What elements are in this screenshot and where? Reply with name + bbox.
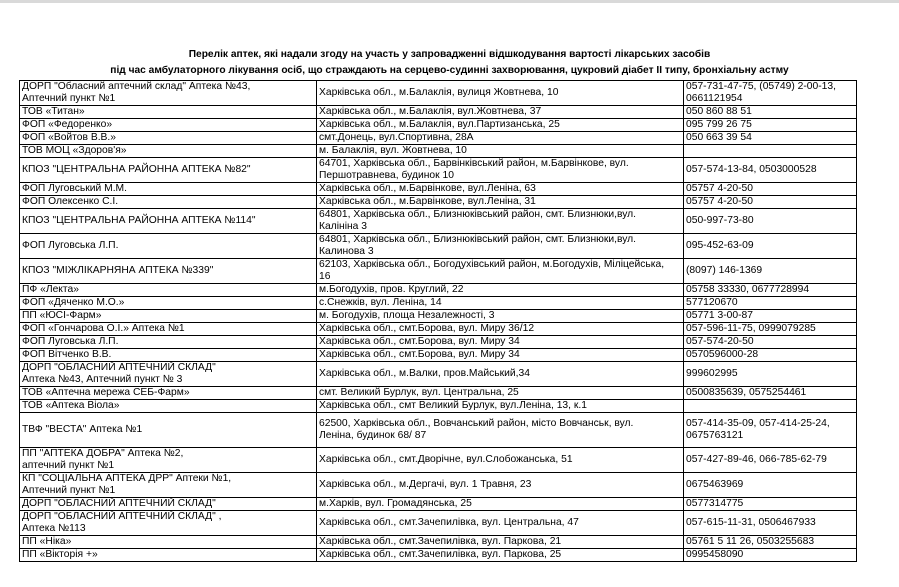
- pharmacy-name-cell: ДОРП "ОБЛАСНИЙ АПТЕЧНИЙ СКЛАД" Аптека №43, Аптечний пункт № 3: [20, 362, 317, 387]
- top-border-line: [0, 0, 899, 3]
- address-cell: м. Балаклія, вул. Жовтнева, 10: [317, 145, 684, 158]
- table-row: [20, 145, 857, 158]
- address-cell: 64701, Харківська обл., Барвінківський район, м.Барвінкове, вул. Першотравнева, будинок 10: [317, 158, 684, 183]
- address-cell: смт. Великий Бурлук, вул. Центральна, 25: [317, 387, 684, 400]
- table-row: [20, 400, 857, 413]
- address-cell: Харківська обл., смт.Борова, вул. Миру 34: [317, 336, 684, 349]
- pharmacy-name-cell: ФОП «Войтов В.В.»: [20, 132, 317, 145]
- phone-cell: 0500835639, 0575254461: [684, 387, 857, 400]
- phone-cell: 057-596-11-75, 0999079285: [684, 323, 857, 336]
- phone-cell: 057-731-47-75, (05749) 2-00-13, 0661121954: [684, 81, 857, 106]
- table-row: [20, 413, 857, 448]
- phone-cell: 0995458090: [684, 549, 857, 562]
- table-row: [20, 387, 857, 400]
- phone-cell: [684, 400, 857, 413]
- address-cell: Харківська обл., смт.Борова, вул. Миру 34: [317, 349, 684, 362]
- phone-cell: 057-615-11-31, 0506467933: [684, 511, 857, 536]
- table-row: [20, 106, 857, 119]
- pharmacy-name-cell: ФОП Луговська Л.П.: [20, 336, 317, 349]
- table-row: [20, 310, 857, 323]
- address-cell: Харківська обл., смт.Зачепилівка, вул. Паркова, 21: [317, 536, 684, 549]
- pharmacy-name-cell: ТОВ «Аптека Віола»: [20, 400, 317, 413]
- pharmacy-name-cell: ДОРП "ОБЛАСНИЙ АПТЕЧНИЙ СКЛАД" , Аптека №113: [20, 511, 317, 536]
- address-cell: 64801, Харківська обл., Близнюківський район, смт. Близнюки,вул. Калініна 3: [317, 209, 684, 234]
- pharmacy-name-cell: КПОЗ "МІЖЛІКАРНЯНА АПТЕКА №339": [20, 259, 317, 284]
- pharmacy-name-cell: ФОП Вітченко В.В.: [20, 349, 317, 362]
- pharmacy-name-cell: ДОРП "Обласний аптечний склад" Аптека №43, Аптечний пункт №1: [20, 81, 317, 106]
- phone-cell: [684, 145, 857, 158]
- address-cell: Харківська обл., смт.Дворічне, вул.Слобожанська, 51: [317, 448, 684, 473]
- table-row: [20, 183, 857, 196]
- phone-cell: 05771 3-00-87: [684, 310, 857, 323]
- address-cell: Харківська обл., м.Барвінкове, вул.Леніна, 63: [317, 183, 684, 196]
- address-cell: Харківська обл., м.Балаклія, вул.Жовтнева, 37: [317, 106, 684, 119]
- phone-cell: 057-414-35-09, 057-414-25-24, 0675763121: [684, 413, 857, 448]
- phone-cell: 057-574-13-84, 0503000528: [684, 158, 857, 183]
- pharmacy-name-cell: ТВФ "ВЕСТА" Аптека №1: [20, 413, 317, 448]
- table-row: [20, 81, 857, 106]
- phone-cell: 057-574-20-50: [684, 336, 857, 349]
- address-cell: смт.Донець, вул.Спортивна, 28А: [317, 132, 684, 145]
- pharmacy-name-cell: ПП «Ніка»: [20, 536, 317, 549]
- address-cell: м.Богодухів, пров. Круглий, 22: [317, 284, 684, 297]
- pharmacy-name-cell: ТОВ «Аптечна мережа СЕБ-Фарм»: [20, 387, 317, 400]
- phone-cell: 050-997-73-80: [684, 209, 857, 234]
- pharmacy-table-body: [20, 81, 857, 562]
- table-row: [20, 349, 857, 362]
- table-row: [20, 119, 857, 132]
- document-title: Перелік аптек, які надали згоду на участь у запровадженні відшкодування вартості лікарських засобів: [188, 49, 711, 60]
- phone-cell: 05757 4-20-50: [684, 196, 857, 209]
- pharmacy-name-cell: ФОП Луговська Л.П.: [20, 234, 317, 259]
- address-cell: 64801, Харківська обл., Близнюківський район, смт. Близнюки,вул. Калинова 3: [317, 234, 684, 259]
- address-cell: Харківська обл., смт.Зачепилівка, вул. Центральна, 47: [317, 511, 684, 536]
- phone-cell: 050 860 88 51: [684, 106, 857, 119]
- table-row: [20, 536, 857, 549]
- phone-cell: 05757 4-20-50: [684, 183, 857, 196]
- address-cell: Харківська обл., м.Барвінкове, вул.Леніна, 31: [317, 196, 684, 209]
- phone-cell: 05758 33330, 0677728994: [684, 284, 857, 297]
- address-cell: 62500, Харківська обл., Вовчанський район, місто Вовчанськ, вул. Леніна, будинок 68/ 87: [317, 413, 684, 448]
- pharmacy-name-cell: ПП "АПТЕКА ДОБРА" Аптека №2, аптечний пункт №1: [20, 448, 317, 473]
- address-cell: м. Богодухів, площа Незалежності, 3: [317, 310, 684, 323]
- phone-cell: 577120670: [684, 297, 857, 310]
- table-row: [20, 362, 857, 387]
- phone-cell: 0577314775: [684, 498, 857, 511]
- table-row: [20, 209, 857, 234]
- address-cell: Харківська обл., м.Балаклія, вул.Партизанська, 25: [317, 119, 684, 132]
- pharmacy-name-cell: ПП «ЮСІ-Фарм»: [20, 310, 317, 323]
- table-row: [20, 132, 857, 145]
- table-row: [20, 549, 857, 562]
- phone-cell: 057-427-89-46, 066-785-62-79: [684, 448, 857, 473]
- table-row: [20, 323, 857, 336]
- phone-cell: 0570596000-28: [684, 349, 857, 362]
- pharmacy-name-cell: ДОРП "ОБЛАСНИЙ АПТЕЧНИЙ СКЛАД": [20, 498, 317, 511]
- table-row: [20, 196, 857, 209]
- phone-cell: 050 663 39 54: [684, 132, 857, 145]
- phone-cell: 0675463969: [684, 473, 857, 498]
- pharmacy-table: [19, 80, 857, 562]
- table-row: [20, 473, 857, 498]
- pharmacy-name-cell: КП "СОЦІАЛЬНА АПТЕКА ДРР" Аптеки №1, Аптечний пункт №1: [20, 473, 317, 498]
- table-row: [20, 234, 857, 259]
- pharmacy-name-cell: ФОП «Гончарова О.І.» Аптека №1: [20, 323, 317, 336]
- pharmacy-name-cell: ПФ «Лекта»: [20, 284, 317, 297]
- table-row: [20, 448, 857, 473]
- pharmacy-name-cell: ФОП «Федоренко»: [20, 119, 317, 132]
- address-cell: м.Харків, вул. Громадянська, 25: [317, 498, 684, 511]
- pharmacy-name-cell: КПОЗ "ЦЕНТРАЛЬНА РАЙОННА АПТЕКА №82": [20, 158, 317, 183]
- table-row: [20, 297, 857, 310]
- pharmacy-name-cell: ПП «Вікторія +»: [20, 549, 317, 562]
- address-cell: Харківська обл., смт.Борова, вул. Миру 36/12: [317, 323, 684, 336]
- address-cell: Харківська обл., м.Балаклія, вулиця Жовтнева, 10: [317, 81, 684, 106]
- phone-cell: 999602995: [684, 362, 857, 387]
- table-row: [20, 158, 857, 183]
- address-cell: Харківська обл., смт Великий Бурлук, вул.Леніна, 13, к.1: [317, 400, 684, 413]
- table-row: [20, 498, 857, 511]
- pharmacy-name-cell: ТОВ «Титан»: [20, 106, 317, 119]
- table-row: [20, 284, 857, 297]
- pharmacy-name-cell: ФОП Луговський М.М.: [20, 183, 317, 196]
- pharmacy-name-cell: ТОВ МОЦ «Здоров'я»: [20, 145, 317, 158]
- pharmacy-name-cell: ФОП Олексенко С.І.: [20, 196, 317, 209]
- phone-cell: 095-452-63-09: [684, 234, 857, 259]
- phone-cell: 05761 5 11 26, 0503255683: [684, 536, 857, 549]
- table-row: [20, 336, 857, 349]
- pharmacy-name-cell: ФОП «Дяченко М.О.»: [20, 297, 317, 310]
- address-cell: Харківська обл., м.Дергачі, вул. 1 Травня, 23: [317, 473, 684, 498]
- document-subtitle: під час амбулаторного лікування осіб, що страждають на серцево-судинні захворювання, цукровий діабет II типу, бронхіальну астму: [110, 65, 789, 76]
- address-cell: с.Снежків, вул. Леніна, 14: [317, 297, 684, 310]
- address-cell: 62103, Харківська обл., Богодухівський район, м.Богодухів, Міліцейська, 16: [317, 259, 684, 284]
- phone-cell: 095 799 26 75: [684, 119, 857, 132]
- table-row: [20, 259, 857, 284]
- table-row: [20, 511, 857, 536]
- phone-cell: (8097) 146-1369: [684, 259, 857, 284]
- pharmacy-name-cell: КПОЗ "ЦЕНТРАЛЬНА РАЙОННА АПТЕКА №114": [20, 209, 317, 234]
- address-cell: Харківська обл., смт.Зачепилівка, вул. Паркова, 25: [317, 549, 684, 562]
- address-cell: Харківська обл., м.Валки, пров.Майський,34: [317, 362, 684, 387]
